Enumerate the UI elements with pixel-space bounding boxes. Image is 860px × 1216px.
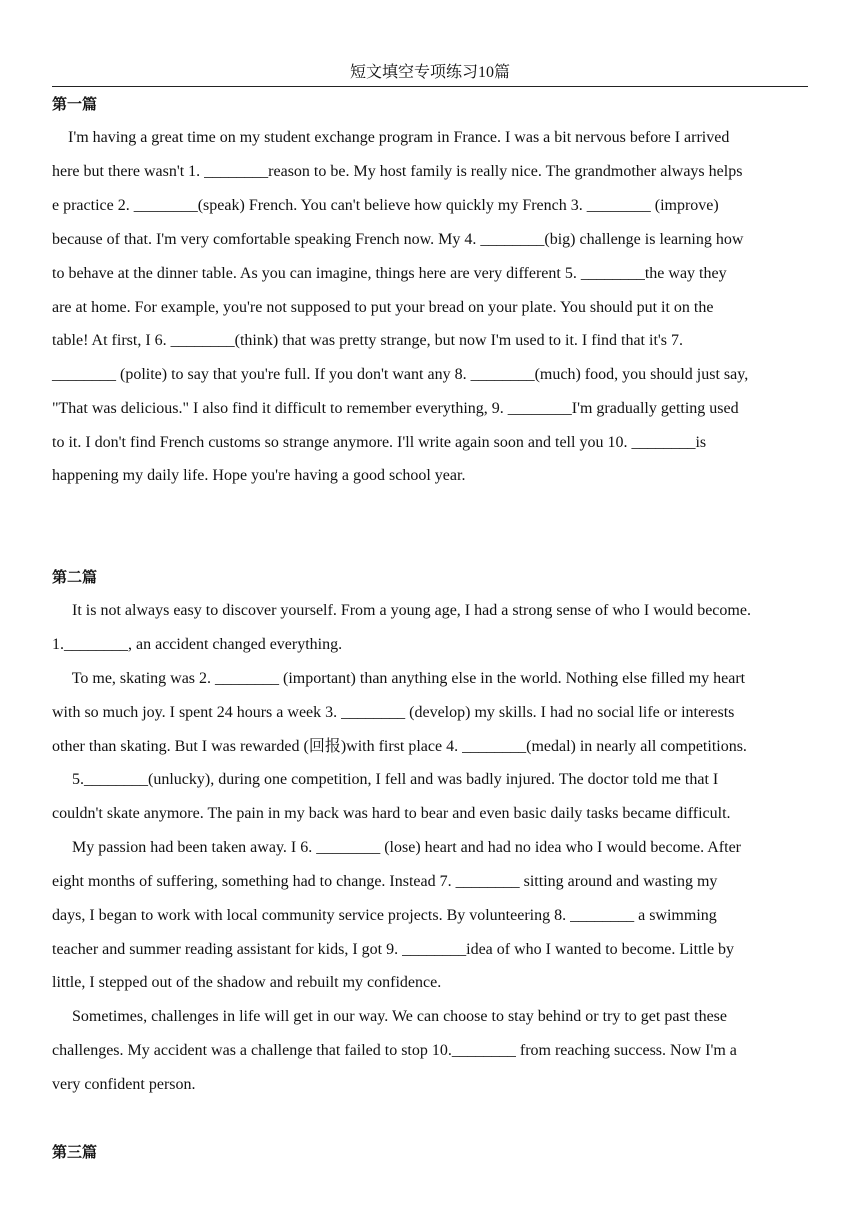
passage-1-line: because of that. I'm very comfortable speaking French now. My 4. ________(big) challenge is learning how [52,231,744,248]
passage-2-line: eight months of suffering, something had to change. Instead 7. ________ sitting around and wasting my [52,873,718,890]
passage-2-line: with so much joy. I spent 24 hours a week 3. ________ (develop) my skills. I had no social life or interests [52,704,735,721]
passage-1-line: I'm having a great time on my student exchange program in France. I was a bit nervous before I arrived [52,129,730,146]
passage-2-line: Sometimes, challenges in life will get in our way. We can choose to stay behind or try to get past these [52,1008,727,1025]
passage-2-line: challenges. My accident was a challenge that failed to stop 10.________ from reaching success. Now I'm a [52,1042,737,1059]
passage-2-line: little, I stepped out of the shadow and rebuilt my confidence. [52,974,442,991]
passage-1-line: table! At first, I 6. ________(think) that was pretty strange, but now I'm used to it. I find that it's 7. [52,332,683,349]
section-title-2: 第二篇 [52,568,98,586]
passage-1-line: ________ (polite) to say that you're full. If you don't want any 8. ________(much) food, you should just say, [52,366,749,383]
section-title-1: 第一篇 [52,95,98,113]
passage-1-line: e practice 2. ________(speak) French. You can't believe how quickly my French 3. ________ (improve) [52,197,719,214]
passage-1-line: are at home. For example, you're not supposed to put your bread on your plate. You should put it on the [52,299,714,316]
passage-2-line: days, I began to work with local community service projects. By volunteering 8. ________ a swimming [52,907,717,924]
passage-1-line: here but there wasn't 1. ________reason to be. My host family is really nice. The grandmother always helps [52,163,743,180]
document-title: 短文填空专项练习10篇 [349,64,510,81]
passage-2-line: 1.________, an accident changed everything. [52,636,343,653]
passage-2-line: To me, skating was 2. ________ (important) than anything else in the world. Nothing else filled my heart [52,670,746,687]
passage-2-line: It is not always easy to discover yourself. From a young age, I had a strong sense of who I would become. [52,602,751,619]
passage-1-line: to it. I don't find French customs so strange anymore. I'll write again soon and tell you 10. ________is [52,434,707,451]
passage-2-line: very confident person. [52,1076,196,1093]
passage-2-line: 5.________(unlucky), during one competition, I fell and was badly injured. The doctor told me that I [52,771,719,788]
passage-1-line: happening my daily life. Hope you're having a good school year. [52,467,466,484]
passage-2-line: My passion had been taken away. I 6. ________ (lose) heart and had no idea who I would become. After [52,839,741,856]
passage-2-line: teacher and summer reading assistant for kids, I got 9. ________idea of who I wanted to become. Little by [52,941,735,958]
passage-1-line: "That was delicious." I also find it difficult to remember everything, 9. ________I'm gradually getting used [52,400,739,417]
passage-2-line: other than skating. But I was rewarded (回报)with first place 4. ________(medal) in nearly all competitions. [52,738,747,755]
passage-2-line: couldn't skate anymore. The pain in my back was hard to bear and even basic daily tasks became difficult. [52,805,731,822]
passage-1-line: to behave at the dinner table. As you can imagine, things here are very different 5. ________the way they [52,265,727,282]
section-title-3: 第三篇 [52,1143,98,1161]
page-header [52,62,808,87]
